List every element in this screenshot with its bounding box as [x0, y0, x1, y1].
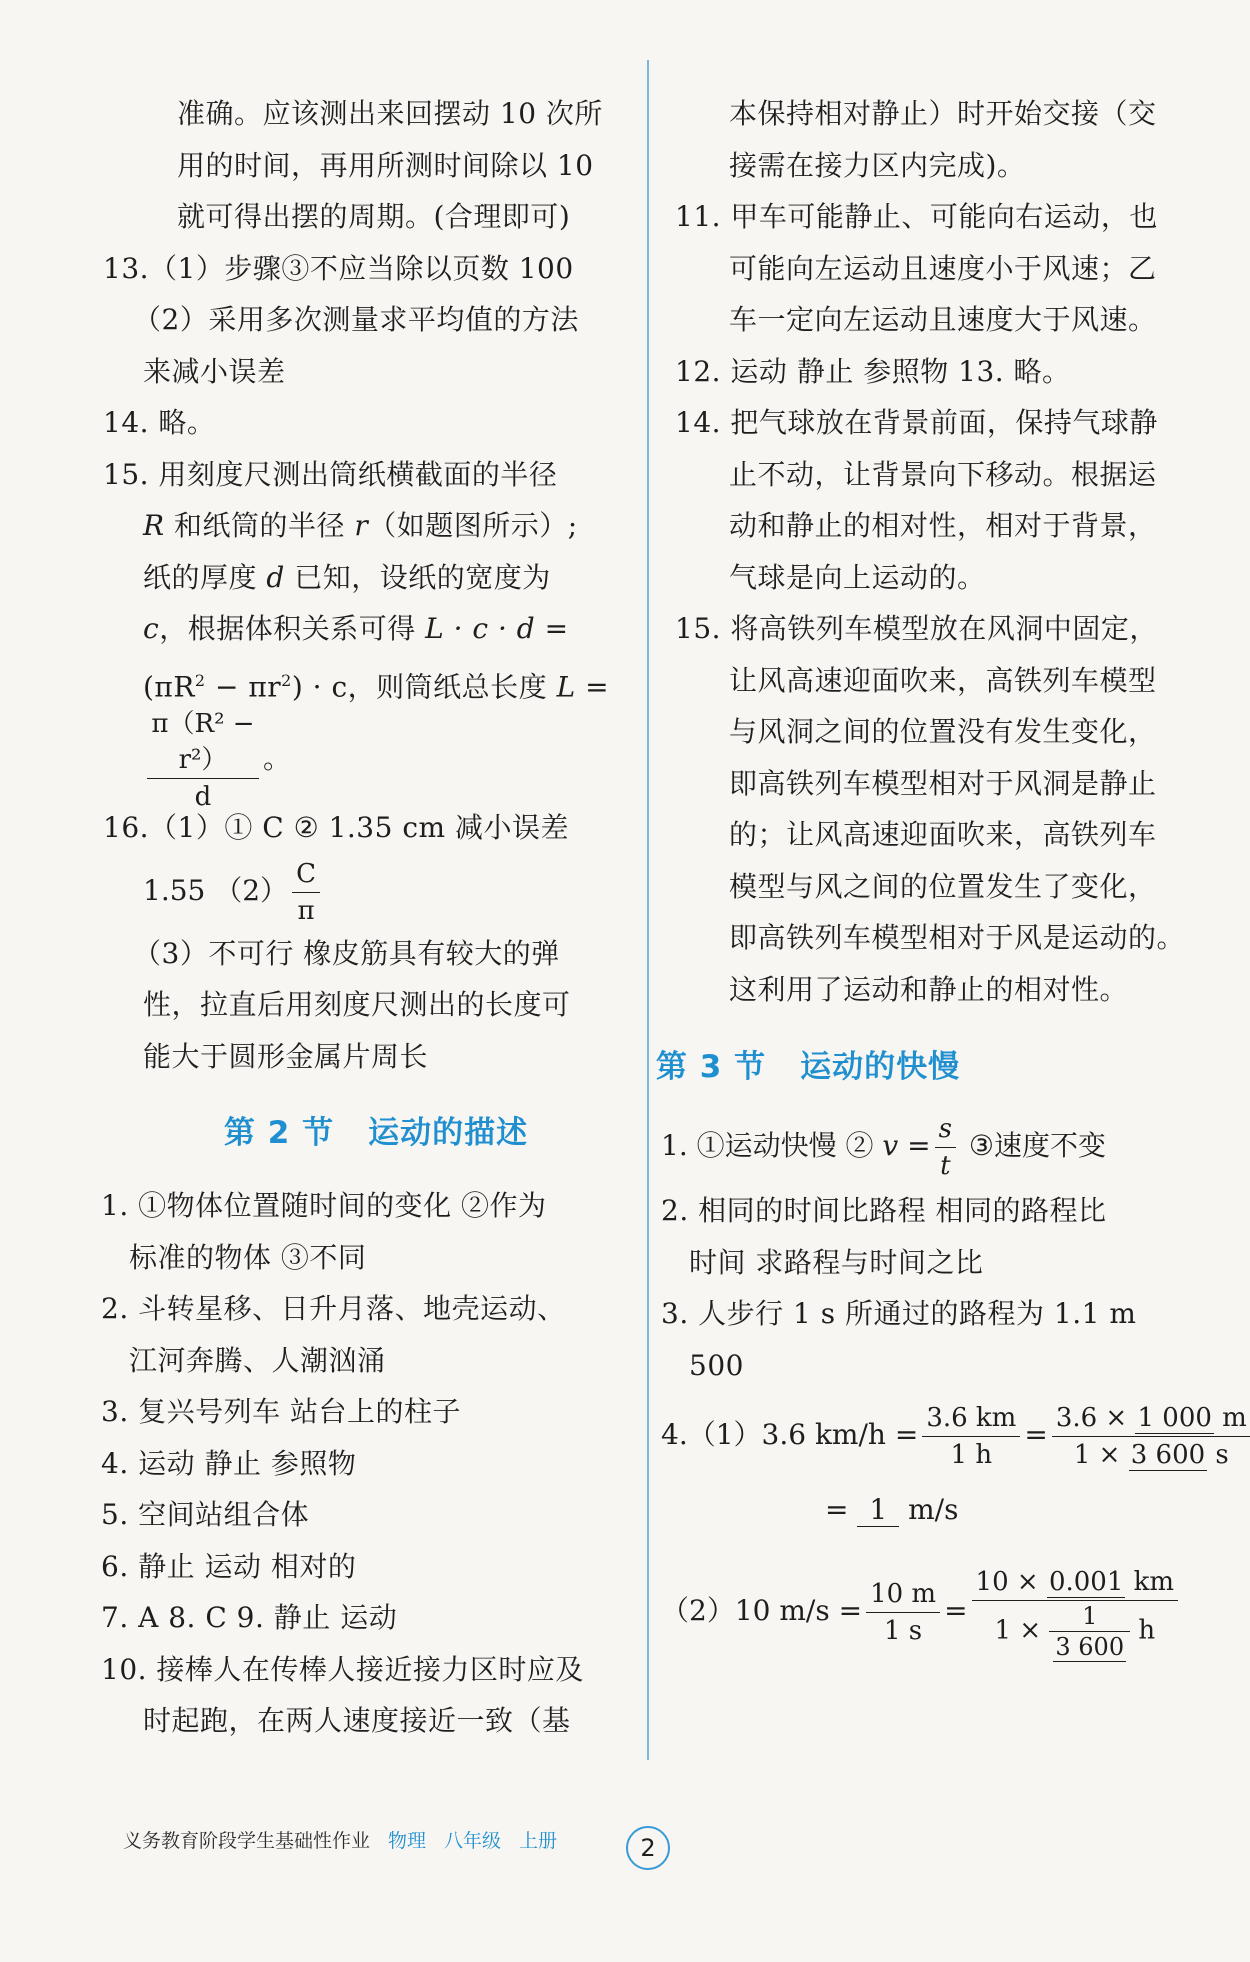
list-item: 6. 静止 运动 相对的 [101, 1549, 357, 1583]
list-item: 10. 接棒人在传棒人接近接力区时应及 [101, 1652, 584, 1686]
list-item: 3. 复兴号列车 站台上的柱子 [101, 1395, 462, 1428]
fraction: $\frac{C}{\pi}$ [292, 856, 320, 929]
answer-15: 15. 用刻度尺测出筒纸横截面的半径 [103, 457, 558, 491]
text-line: 500 [689, 1348, 744, 1382]
answer-13-part1: 13.（1）步骤③不应当除以页数 100 [103, 251, 574, 285]
text-line: 止不动，让背景向下移动。根据运 [729, 457, 1157, 491]
list-item: 1. ①运动快慢 ② v = $\frac{s}{t}$ ③速度不变 [661, 1107, 1181, 1185]
fraction: $\frac{3.6 \times 1 000 m}{1 \times 3 600 s}$ [1052, 1400, 1250, 1473]
text-line: 即高铁列车模型相对于风是运动的。 [729, 921, 1186, 954]
grade: 八年级 [444, 1830, 502, 1852]
section-heading-2: 第 2 节 运动的描述 [223, 1115, 529, 1151]
conversion-1: 4.（1）3.6 km/h = $\frac{3.6 km}{1 h}$ = $\frac{3.6 \times 1 000 m}{1 \times 3 600 s}$ [661, 1391, 1181, 1479]
answer-16-part1: 16.（1）① C ② 1.35 cm 减小误差 [103, 811, 569, 844]
text-line: 与风洞之间的位置没有发生变化， [729, 715, 1157, 748]
text-line: 来减小误差 [143, 354, 286, 388]
text-line: 车一定向左运动且速度大于风速。 [729, 303, 1157, 336]
length-formula: $\frac{\text{π（R² − r²）}}{d}$ 。 [123, 706, 629, 796]
answer-15: 15. 将高铁列车模型放在风洞中固定， [675, 612, 1158, 645]
left-column [101, 88, 629, 1747]
text-line: 准确。应该测出来回摆动 10 次所 [177, 97, 603, 130]
volume: 上册 [519, 1830, 558, 1852]
list-item: 4. 运动 静止 参照物 [101, 1446, 357, 1480]
subject: 物理 [388, 1830, 427, 1852]
page-footer [123, 1826, 557, 1853]
text-line: 即高铁列车模型相对于风洞是静止 [729, 766, 1157, 800]
answer-14: 14. 略。 [103, 406, 216, 439]
text-line: 时起跑，在两人速度接近一致（基 [143, 1704, 571, 1737]
column-divider [647, 60, 649, 1760]
text-line: 纸的厚度 d 已知，设纸的宽度为 [143, 560, 551, 594]
list-item: 5. 空间站组合体 [101, 1498, 310, 1531]
text-line: 就可得出摆的周期。(合理即可) [177, 200, 571, 233]
page-number: 2 [626, 1826, 670, 1870]
formula-line: $(\pi R^2 - \pi r^2) \cdot c$，则筒纸总长度 L = [143, 669, 610, 703]
answer-16-part3: （3）不可行 橡皮筋具有较大的弹 [133, 936, 560, 970]
text-line: 能大于圆形金属片周长 [143, 1039, 429, 1073]
section-heading-3: 第 3 节 运动的快慢 [655, 1049, 961, 1085]
list-item: 2. 相同的时间比路程 相同的路程比 [661, 1194, 1107, 1227]
answer-16-part2: 1.55 （2） $\frac{C}{\pi}$ [123, 854, 629, 928]
text-line: 标准的物体 ③不同 [129, 1240, 367, 1274]
list-item: 7. A 8. C 9. 静止 运动 [101, 1601, 398, 1634]
fraction: $\frac{3.6 km}{1 h}$ [922, 1400, 1020, 1473]
text-line: 动和静止的相对性，相对于背景， [729, 509, 1157, 542]
fraction: 10 × 0.001 km 1 × $\frac{1}{3 600}$ h [972, 1564, 1179, 1662]
answer-14: 14. 把气球放在背景前面，保持气球静 [675, 406, 1158, 439]
right-column [655, 88, 1247, 1671]
list-item: 2. 斗转星移、日升月落、地壳运动、 [101, 1292, 566, 1325]
text-line: 用的时间，再用所测时间除以 10 [177, 148, 594, 182]
text-line: 这利用了运动和静止的相对性。 [729, 972, 1129, 1006]
fraction: $\frac{\text{π（R² − r²）}}{d}$ [147, 706, 259, 815]
text-line: c，根据体积关系可得 L · c · d = [143, 612, 569, 645]
fraction: $\frac{10 m}{1 s}$ [866, 1576, 940, 1649]
list-item: 1. ①物体位置随时间的变化 ②作为 [101, 1189, 547, 1222]
text-line: 的；让风高速迎面吹来，高铁列车 [729, 818, 1157, 851]
text-line: 本保持相对静止）时开始交接（交 [729, 97, 1157, 130]
text-line: 江河奔腾、人潮汹涌 [129, 1343, 386, 1377]
text-line: 模型与风之间的位置发生了变化， [729, 869, 1157, 903]
series-title: 义务教育阶段学生基础性作业 [123, 1830, 371, 1852]
text-line: 气球是向上运动的。 [729, 560, 986, 594]
conversion-2: （2）10 m/s = $\frac{10 m}{1 s}$ = 10 × 0.001 km 1 × $\frac{1}{3 600}$ h [661, 1551, 1181, 1671]
text-line: 可能向左运动且速度小于风速；乙 [729, 251, 1157, 285]
answer-11: 11. 甲车可能静止、可能向右运动，也 [675, 200, 1158, 233]
fraction: $\frac{s}{t}$ [935, 1111, 956, 1184]
conversion-1-result: = 1 m/s [825, 1493, 959, 1526]
text-line: 性，拉直后用刻度尺测出的长度可 [143, 988, 571, 1021]
text-line: 时间 求路程与时间之比 [689, 1245, 984, 1279]
answer-12: 12. 运动 静止 参照物 13. 略。 [675, 354, 1071, 388]
answer-13-part2: （2）采用多次测量求平均值的方法 [133, 303, 579, 336]
text-line: 让风高速迎面吹来，高铁列车模型 [729, 663, 1157, 697]
text-line: R 和纸筒的半径 r（如题图所示）; [143, 509, 578, 542]
list-item: 3. 人步行 1 s 所通过的路程为 1.1 m [661, 1297, 1137, 1330]
text-line: 接需在接力区内完成)。 [729, 148, 1026, 182]
